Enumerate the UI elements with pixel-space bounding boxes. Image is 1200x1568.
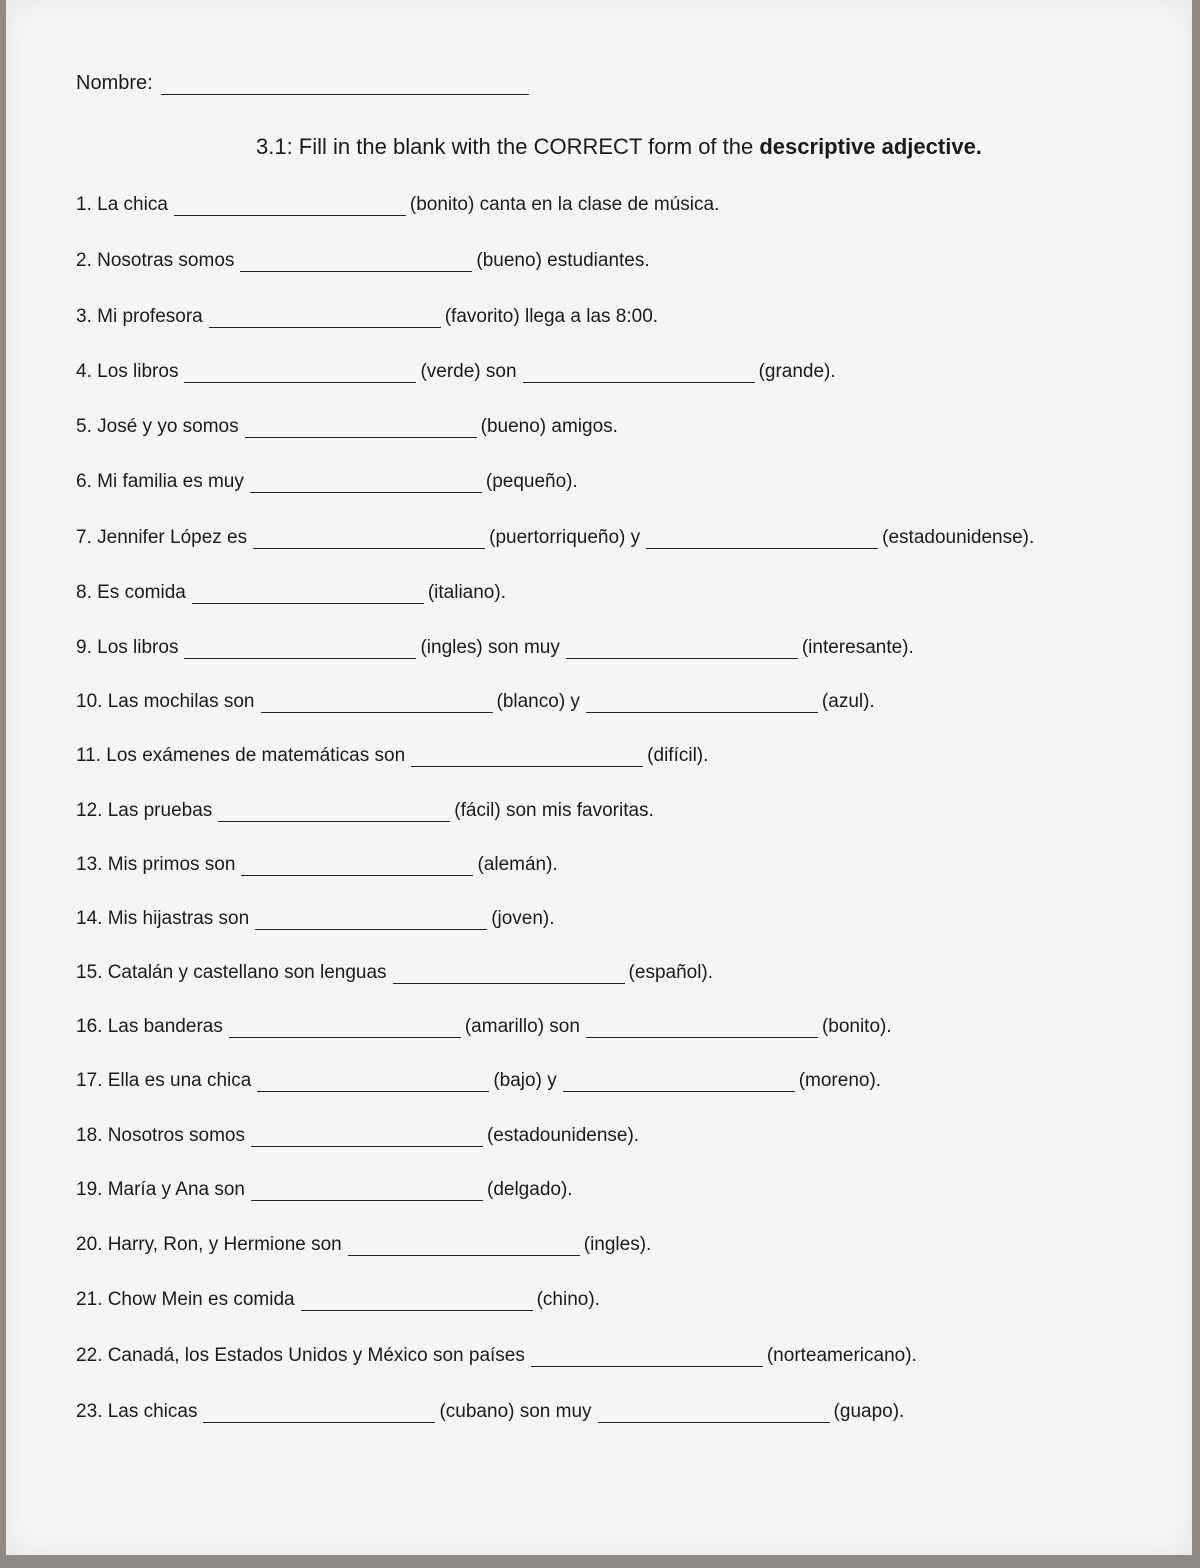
answer-blank[interactable] (253, 530, 485, 549)
answer-blank[interactable] (192, 585, 424, 604)
question-hint: (guapo). (833, 1401, 905, 1422)
answer-blank[interactable] (218, 803, 450, 822)
question-hint: (delgado). (487, 1179, 573, 1200)
answer-blank[interactable] (229, 1019, 461, 1038)
question-item (76, 1070, 881, 1092)
answer-blank[interactable] (241, 857, 473, 876)
question-hint: (verde) son (420, 361, 517, 382)
question-prompt: 10. Las mochilas son (76, 691, 255, 712)
answer-blank[interactable] (523, 364, 755, 383)
answer-blank[interactable] (184, 640, 416, 659)
answer-blank[interactable] (586, 694, 818, 713)
question-item (76, 194, 719, 216)
question-hint: (bueno) estudiantes. (476, 250, 650, 271)
answer-blank[interactable] (646, 530, 878, 549)
question-hint: (italiano). (427, 582, 506, 603)
question-hint: (favorito) llega a las 8:00. (444, 306, 659, 327)
answer-blank[interactable] (301, 1292, 533, 1311)
question-hint: (difícil). (647, 745, 709, 766)
question-hint: (chino). (536, 1289, 600, 1310)
question-item (76, 1234, 651, 1256)
question-prompt: 11. Los exámenes de matemáticas son (76, 745, 406, 766)
question-prompt: 19. María y Ana son (76, 1179, 245, 1200)
question-hint: (alemán). (477, 854, 558, 875)
title-bold-text: descriptive adjective. (759, 134, 982, 159)
question-item (76, 582, 506, 604)
question-item (76, 250, 650, 272)
question-item (76, 908, 555, 930)
question-prompt: 2. Nosotras somos (76, 250, 235, 271)
answer-blank[interactable] (251, 1128, 483, 1147)
question-item (76, 306, 658, 328)
question-prompt: 7. Jennifer López es (76, 527, 248, 548)
question-item (76, 854, 558, 876)
question-hint: (moreno). (798, 1070, 882, 1091)
name-row (76, 72, 529, 95)
worksheet-title (256, 134, 982, 160)
question-item (76, 1016, 892, 1038)
question-prompt: 8. Es comida (76, 582, 186, 603)
question-hint: (bajo) y (493, 1070, 557, 1091)
answer-blank[interactable] (245, 419, 477, 438)
question-prompt: 4. Los libros (76, 361, 179, 382)
question-item (76, 1345, 917, 1367)
question-prompt: 16. Las banderas (76, 1016, 223, 1037)
question-prompt: 3. Mi profesora (76, 306, 203, 327)
question-prompt: 23. Las chicas (76, 1401, 198, 1422)
question-prompt: 20. Harry, Ron, y Hermione son (76, 1234, 342, 1255)
answer-blank[interactable] (203, 1404, 435, 1423)
question-hint: (bonito). (821, 1016, 892, 1037)
answer-blank[interactable] (586, 1019, 818, 1038)
question-item (76, 1125, 639, 1147)
answer-blank[interactable] (251, 1182, 483, 1201)
answer-blank[interactable] (209, 309, 441, 328)
answer-blank[interactable] (250, 474, 482, 493)
question-prompt: 6. Mi familia es muy (76, 471, 244, 492)
answer-blank[interactable] (598, 1404, 830, 1423)
question-hint: (puertorriqueño) y (489, 527, 641, 548)
question-hint: (azul). (821, 691, 875, 712)
answer-blank[interactable] (348, 1237, 580, 1256)
question-item (76, 471, 578, 493)
answer-blank[interactable] (255, 911, 487, 930)
question-item (76, 637, 914, 659)
answer-blank[interactable] (257, 1073, 489, 1092)
answer-blank[interactable] (563, 1073, 795, 1092)
question-hint: (joven). (491, 908, 555, 929)
answer-blank[interactable] (566, 640, 798, 659)
question-hint: (pequeño). (485, 471, 578, 492)
answer-blank[interactable] (261, 694, 493, 713)
name-label: Nombre: (76, 72, 153, 94)
question-prompt: 21. Chow Mein es comida (76, 1289, 295, 1310)
question-hint: (grande). (758, 361, 836, 382)
question-hint: (interesante). (801, 637, 914, 658)
question-item (76, 800, 654, 822)
answer-blank[interactable] (184, 364, 416, 383)
question-prompt: 14. Mis hijastras son (76, 908, 250, 929)
question-prompt: 1. La chica (76, 194, 168, 215)
question-hint: (estadounidense). (486, 1125, 640, 1146)
question-hint: (bueno) amigos. (480, 416, 618, 437)
question-item (76, 361, 836, 383)
question-hint: (ingles) son muy (420, 637, 560, 658)
question-item (76, 527, 1034, 549)
question-hint: (español). (628, 962, 714, 983)
question-item (76, 1179, 573, 1201)
question-item (76, 691, 875, 713)
question-prompt: 17. Ella es una chica (76, 1070, 252, 1091)
question-item (76, 1289, 600, 1311)
question-prompt: 13. Mis primos son (76, 854, 236, 875)
question-item (76, 416, 618, 438)
question-prompt: 15. Catalán y castellano son lenguas (76, 962, 387, 983)
question-item (76, 745, 708, 767)
question-hint: (estadounidense). (882, 527, 1035, 548)
answer-blank[interactable] (411, 748, 643, 767)
answer-blank[interactable] (531, 1348, 763, 1367)
title-text: 3.1: Fill in the blank with the CORRECT form of the (256, 134, 760, 159)
question-hint: (blanco) y (496, 691, 580, 712)
question-prompt: 9. Los libros (76, 637, 179, 658)
worksheet-page (6, 0, 1192, 1555)
answer-blank[interactable] (393, 965, 625, 984)
question-prompt: 12. Las pruebas (76, 800, 213, 821)
question-prompt: 5. José y yo somos (76, 416, 239, 437)
answer-blank[interactable] (174, 197, 406, 216)
question-prompt: 18. Nosotros somos (76, 1125, 245, 1146)
question-hint: (ingles). (583, 1234, 652, 1255)
question-hint: (amarillo) son (464, 1016, 580, 1037)
question-hint: (norteamericano). (766, 1345, 917, 1366)
question-prompt: 22. Canadá, los Estados Unidos y México son países (76, 1345, 525, 1366)
name-blank[interactable] (161, 72, 529, 95)
question-hint: (bonito) canta en la clase de música. (409, 194, 720, 215)
answer-blank[interactable] (240, 253, 472, 272)
question-item (76, 962, 713, 984)
question-hint: (fácil) son mis favoritas. (454, 800, 654, 821)
question-item (76, 1401, 904, 1423)
question-hint: (cubano) son muy (439, 1401, 592, 1422)
